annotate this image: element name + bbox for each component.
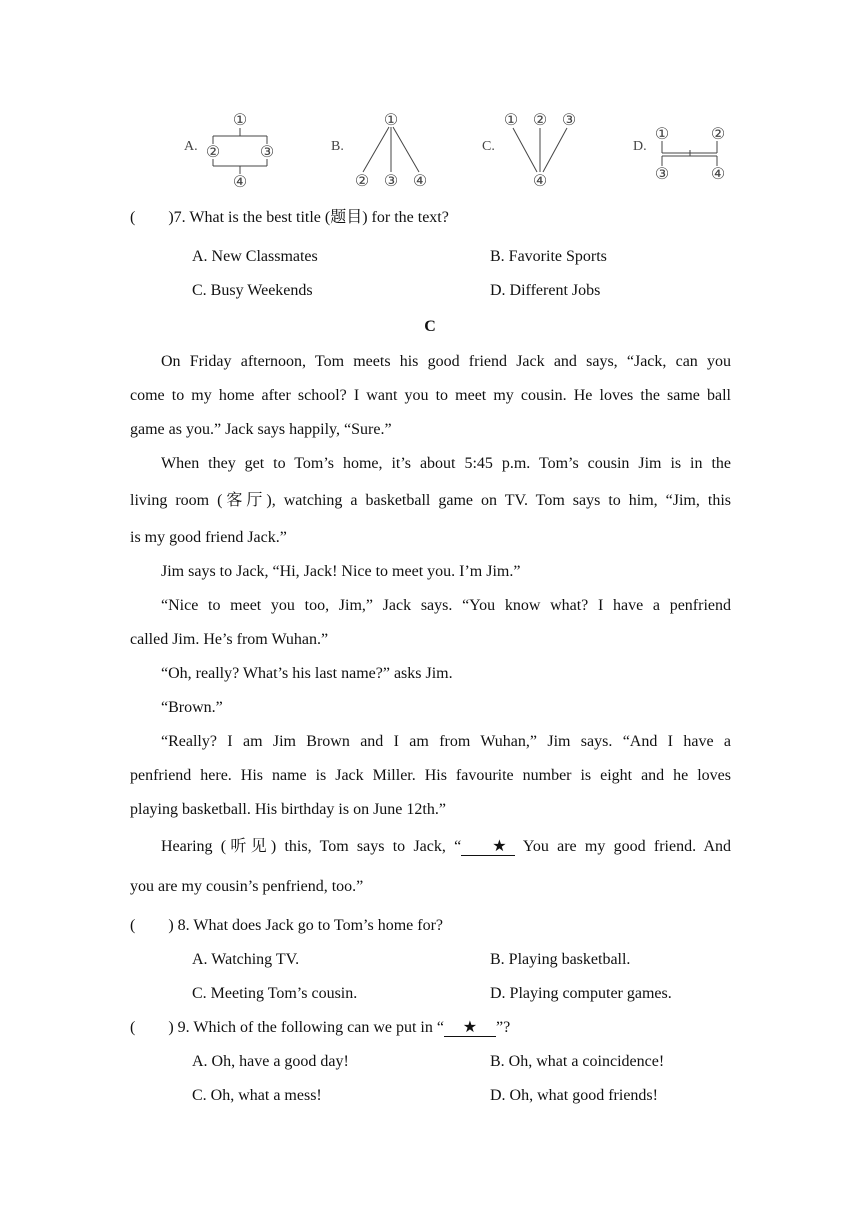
q7-option-a: A. New Classmates	[192, 248, 318, 265]
answer-paren-close: )	[168, 917, 174, 934]
d-node-2: ②	[710, 126, 726, 143]
structure-diagram-options	[170, 106, 750, 192]
answer-paren-open: (	[130, 1019, 136, 1036]
passage-line: you are my cousin’s penfriend, too.”	[130, 878, 364, 895]
c-node-3: ③	[561, 112, 577, 129]
question-9-stem	[130, 1018, 510, 1038]
question-text: 7. What is the best title (题目) for the text?	[173, 209, 449, 226]
q9-option-a: A. Oh, have a good day!	[192, 1053, 349, 1070]
passage-line: living room (客厅), watching a basketball game on TV. Tom says to him, “Jim, this	[130, 492, 731, 509]
a-node-4: ④	[232, 174, 248, 191]
passage-line: called Jim. He’s from Wuhan.”	[130, 631, 329, 648]
passage-line: “Nice to meet you too, Jim,” Jack says. “You know what? I have a penfriend	[161, 597, 731, 614]
question-text: 8. What does Jack go to Tom’s home for?	[173, 917, 444, 934]
star-icon: ★	[462, 1019, 478, 1036]
passage-line: game as you.” Jack says happily, “Sure.”	[130, 421, 392, 438]
star-icon: ★	[492, 838, 507, 855]
q7-option-d: D. Different Jobs	[490, 282, 601, 299]
passage-line: Jim says to Jack, “Hi, Jack! Nice to meet you. I’m Jim.”	[161, 563, 521, 580]
b-node-3: ③	[383, 173, 399, 190]
passage-line-with-blank	[130, 827, 731, 867]
passage-line: playing basketball. His birthday is on June 12th.”	[130, 801, 446, 818]
passage	[130, 345, 731, 907]
a-node-3: ③	[259, 144, 275, 161]
a-node-2: ②	[205, 144, 221, 161]
option-b-label: B.	[331, 139, 344, 154]
q9-option-b: B. Oh, what a coincidence!	[490, 1053, 665, 1070]
passage-line: come to my home after school? I want you to meet my cousin. He loves the same ball	[130, 387, 731, 404]
question-7-stem	[130, 208, 449, 228]
passage-line: On Friday afternoon, Tom meets his good friend Jack and says, “Jack, can you	[161, 353, 731, 370]
passage-line: When they get to Tom’s home, it’s about 5:45 p.m. Tom’s cousin Jim is in the	[161, 455, 731, 472]
c-node-1: ①	[503, 112, 519, 129]
passage-line: is my good friend Jack.”	[130, 529, 287, 546]
c-node-2: ②	[532, 112, 548, 129]
q8-option-b: B. Playing basketball.	[490, 951, 631, 968]
section-heading: C	[424, 318, 436, 335]
b-node-2: ②	[354, 173, 370, 190]
q7-option-b: B. Favorite Sports	[490, 248, 607, 265]
star-blank[interactable]	[444, 1020, 496, 1037]
question-text-end: ”?	[495, 1019, 511, 1036]
option-c-label: C.	[482, 139, 495, 154]
star-blank[interactable]	[461, 839, 515, 856]
passage-line: penfriend here. His name is Jack Miller. His favourite number is eight and he loves	[130, 767, 731, 784]
option-a-label: A.	[184, 139, 198, 154]
c-node-4: ④	[532, 173, 548, 190]
b-node-4: ④	[412, 173, 428, 190]
d-node-1: ①	[654, 126, 670, 143]
passage-text: You are my good friend. And	[515, 838, 731, 855]
d-node-3: ③	[654, 166, 670, 183]
q9-option-c: C. Oh, what a mess!	[192, 1087, 322, 1104]
answer-paren-open: (	[130, 209, 136, 226]
q7-option-c: C. Busy Weekends	[192, 282, 313, 299]
option-d-label: D.	[633, 139, 647, 154]
passage-text: Hearing (听见) this, Tom says to Jack, “	[161, 838, 462, 855]
q9-option-d: D. Oh, what good friends!	[490, 1087, 658, 1104]
passage-line: “Oh, really? What’s his last name?” asks Jim.	[161, 665, 453, 682]
q8-option-a: A. Watching TV.	[192, 951, 300, 968]
answer-paren-close: )	[168, 209, 174, 226]
d-node-4: ④	[710, 166, 726, 183]
answer-paren-close: )	[168, 1019, 174, 1036]
q8-option-d: D. Playing computer games.	[490, 985, 672, 1002]
passage-line: “Brown.”	[161, 699, 223, 716]
a-node-1: ①	[232, 112, 248, 129]
q8-option-c: C. Meeting Tom’s cousin.	[192, 985, 358, 1002]
question-8-stem	[130, 916, 443, 936]
b-node-1: ①	[383, 112, 399, 129]
question-text: 9. Which of the following can we put in “	[173, 1019, 444, 1036]
passage-line: “Really? I am Jim Brown and I am from Wuhan,” Jim says. “And I have a	[161, 733, 731, 750]
answer-paren-open: (	[130, 917, 136, 934]
